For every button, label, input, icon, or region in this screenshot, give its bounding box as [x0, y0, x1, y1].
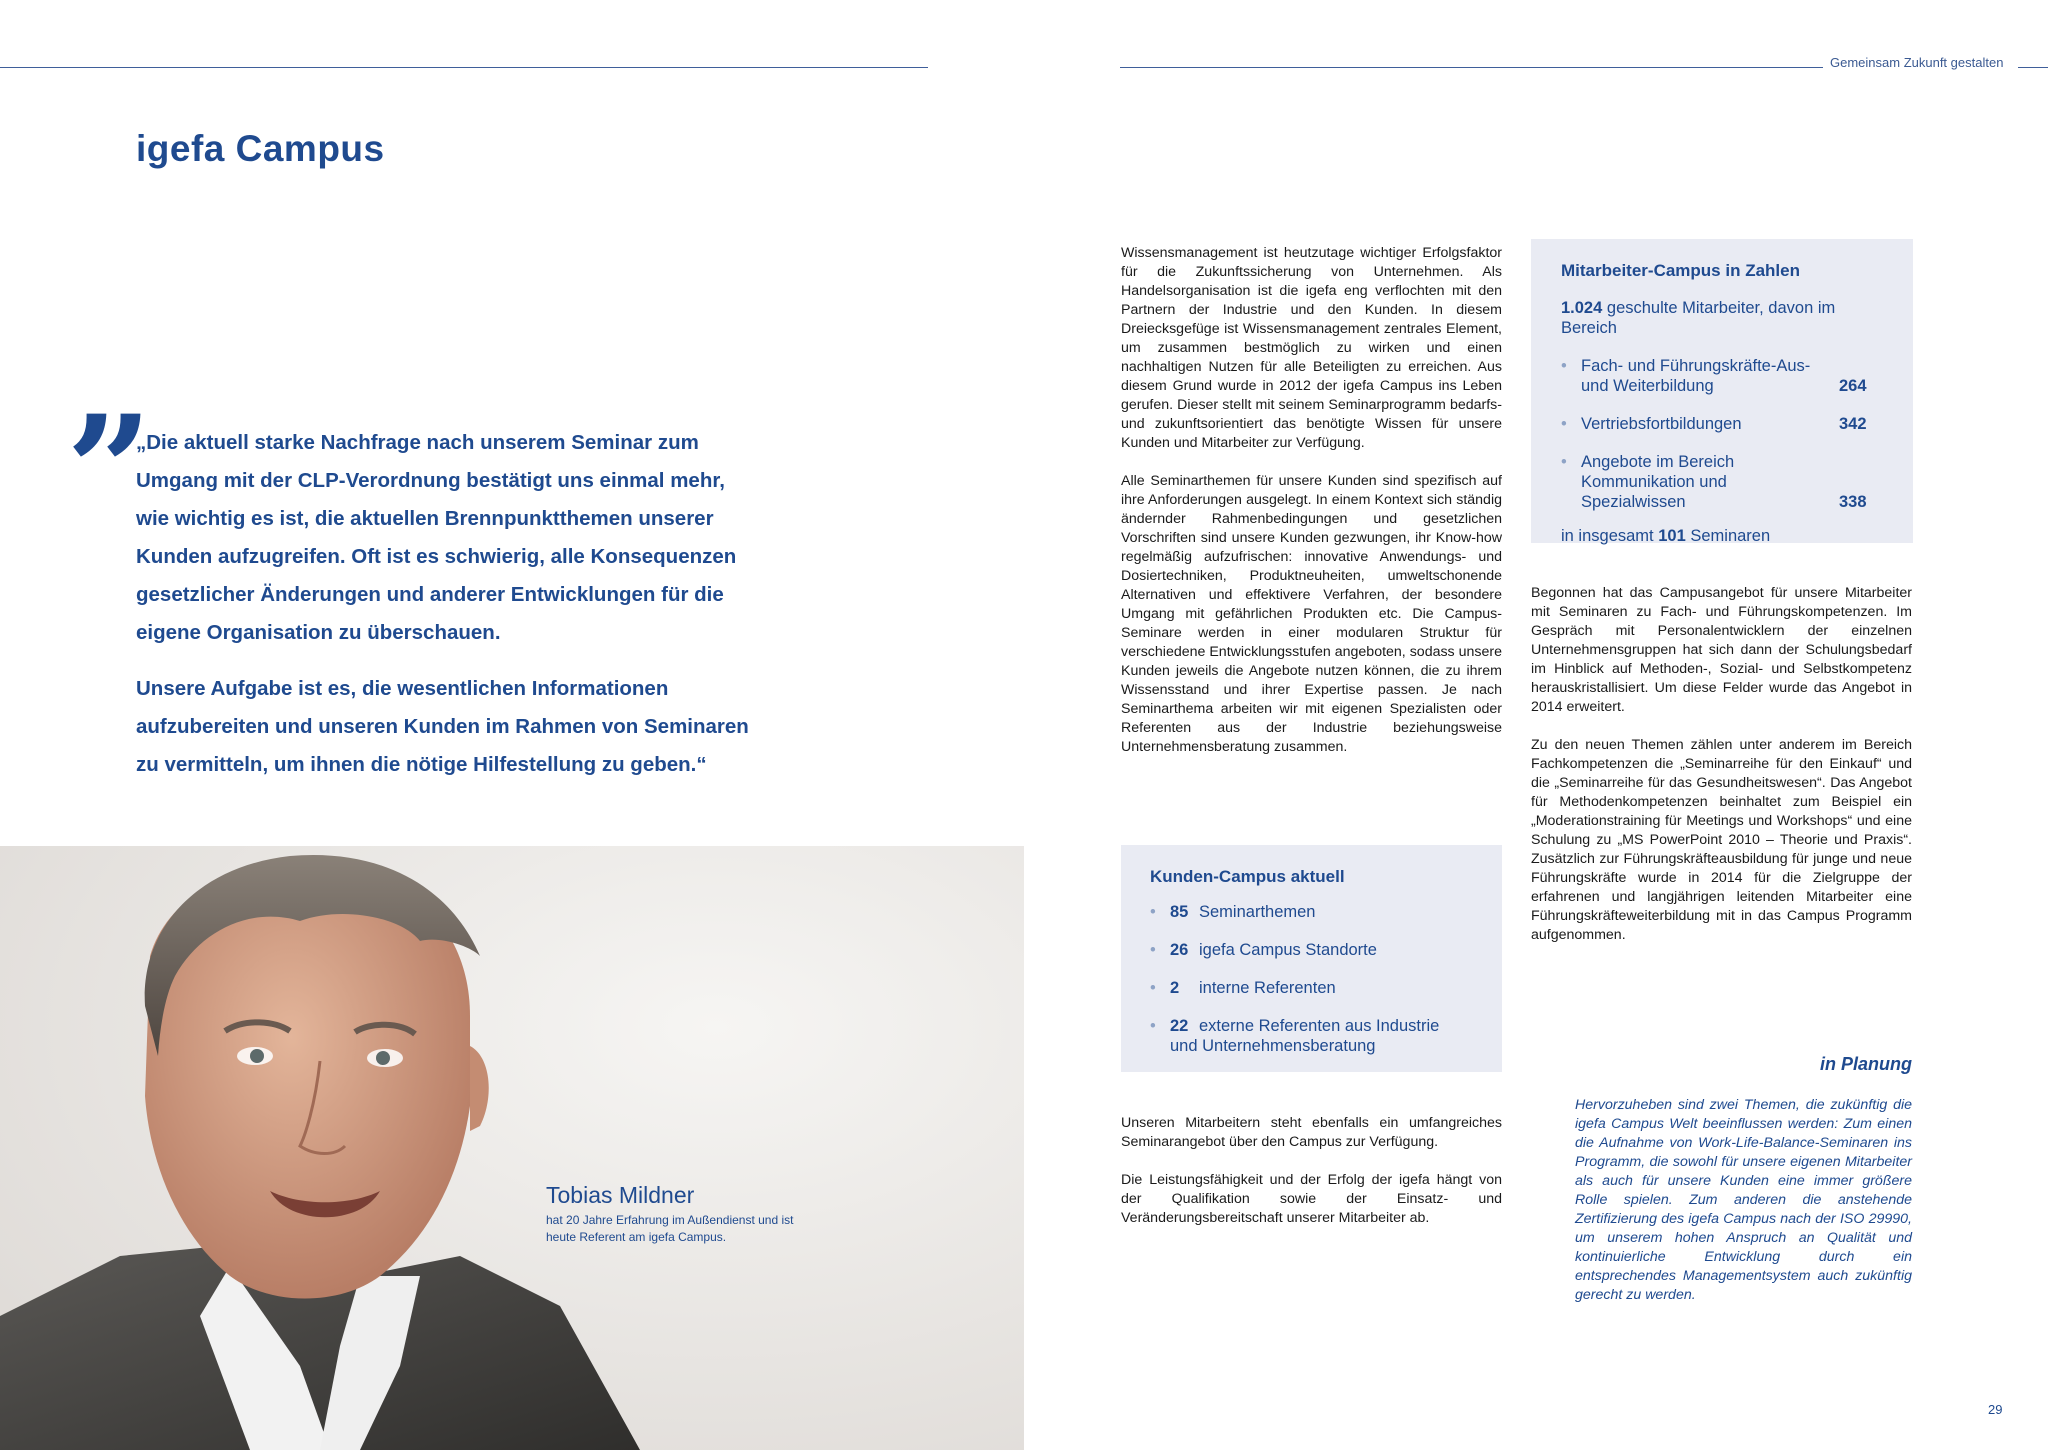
- pull-quote: [136, 424, 756, 784]
- mitarbeiter-list: [1561, 356, 1883, 512]
- header-rule-left: [0, 67, 928, 68]
- list-item: • Fach- und Führungskräfte-Aus- und Weiterbildung 264: [1561, 356, 1883, 396]
- page-title: igefa Campus: [136, 128, 385, 169]
- quote-paragraph-2: Unsere Aufgabe ist es, die wesentlichen Informationen aufzubereiten und unseren Kunden im Rahmen von Seminaren zu vermitteln, um ihnen die nötige Hilfestellung zu geben.“: [136, 677, 749, 776]
- header-rule-right-end: [2018, 67, 2048, 68]
- list-item: • Vertriebsfortbildungen 342: [1561, 414, 1883, 434]
- body-column-1-bottom: [1121, 1114, 1502, 1228]
- page-number: 29: [1988, 1402, 2003, 1417]
- list-item: • 22 externe Referenten aus Industrie und Unternehmensberatung: [1150, 1016, 1473, 1056]
- body-column-1: [1121, 244, 1502, 757]
- mitarbeiter-foot: in insgesamt 101 Seminaren: [1561, 527, 1771, 545]
- list-item: • 26 igefa Campus Standorte: [1150, 940, 1473, 960]
- portrait-photo: [0, 846, 1024, 1450]
- body-paragraph: Zu den neuen Themen zählen unter anderem im Bereich Fachkompetenzen die „Seminarreihe für den Einkauf“ und die „Seminarreihe für das Gesundheitswesen“. Das Angebot für Methodenkompetenzen beinhaltet zum Beispiel ein „Moderationstraining für Meetings und Workshops“ und eine Schulung zu „MS PowerPoint 2010 – Theorie und Praxis“. Zusätzlich zur Führungskräfteausbildung für junge und neue Führungskräfte wurde in 2014 für die Zielgruppe der erfahrenen und langjährigen leitenden Mitarbeiter eine Führungskräfteweiterbildung mit in das Campus Programm aufgenommen.: [1531, 737, 1912, 943]
- caption-name: Tobias Mildner: [546, 1182, 695, 1208]
- running-head: Gemeinsam Zukunft gestalten: [1830, 55, 2004, 70]
- list-item: • Angebote im Bereich Kommunikation und Spezialwissen 338: [1561, 452, 1883, 512]
- body-paragraph: Unseren Mitarbeitern steht ebenfalls ein umfangreiches Seminarangebot über den Campus zur Verfügung.: [1121, 1115, 1502, 1150]
- body-paragraph: Begonnen hat das Campusangebot für unsere Mitarbeiter mit Seminaren zu Fach- und Führungskompetenzen. Im Gespräch mit Personalentwicklern der einzelnen Unternehmensgruppen hat sich dann der Schulungsbedarf im Hinblick auf Methoden-, Sozial- und Selbstkompetenz herauskristallisiert. Um diese Felder wurde das Angebot in 2014 erweitert.: [1531, 585, 1912, 715]
- body-paragraph: Wissensmanagement ist heutzutage wichtiger Erfolgsfaktor für die Zukunftssicherung von Unternehmen. Als Handelsorganisation ist die igefa eng verflochten mit den Partnern der Industrie und den Kunden. In diesem Dreiecksgefüge ist Wissensmanagement zentrales Element, um zusammen bestmöglich zu wirken und einen nachhaltigen Nutzen für alle Beteiligten zu erreichen. Aus diesem Grund wurde in 2012 der igefa Campus ins Leben gerufen. Dieser stellt mit seinem Seminarprogramm bedarfs- und zukunftsorientiert das benötigte Wissen für unsere Kunden und Mitarbeiter zur Verfügung.: [1121, 245, 1502, 451]
- quote-paragraph-1: „Die aktuell starke Nachfrage nach unserem Seminar zum Umgang mit der CLP-Verordnung bestätigt uns einmal mehr, wie wichtig es ist, die aktuellen Brennpunktthemen unserer Kunden aufzugreifen. Oft ist es schwierig, alle Konsequenzen gesetzlicher Änderungen und anderer Entwicklungen für die eigene Organisation zu überschauen.: [136, 431, 737, 644]
- kunden-campus-title: Kunden-Campus aktuell: [1150, 867, 1345, 886]
- body-column-2: [1531, 584, 1912, 945]
- planung-text: Hervorzuheben sind zwei Themen, die zukünftig die igefa Campus Welt beeinflussen werden: Zum einen die Aufnahme von Work-Life-Balance-Seminaren ins Programm, die sowohl für unsere eigenen Mitarbeiter als auch für unsere Kunden eine immer größere Rolle spielen. Zum anderen die anstehende Zertifizierung des igefa Campus nach der ISO 29990, um unserem hohen Anspruch an Qualität und kontinuierliche Entwicklung durch ein entsprechendes Managementsystem auch zukünftig gerecht zu werden.: [1575, 1097, 1912, 1303]
- body-paragraph: Die Leistungsfähigkeit und der Erfolg der igefa hängt von der Qualifikation sowie der Einsatz- und Veränderungsbereitschaft unserer Mitarbeiter ab.: [1121, 1172, 1502, 1226]
- list-item: • 2 interne Referenten: [1150, 978, 1473, 998]
- planung-title: in Planung: [1820, 1054, 1912, 1074]
- header-rule-right: [1120, 67, 1823, 68]
- quote-mark-icon: ”: [66, 383, 153, 559]
- mitarbeiter-campus-box: [1531, 239, 1913, 543]
- caption-text: hat 20 Jahre Erfahrung im Außendienst und ist heute Referent am igefa Campus.: [546, 1213, 794, 1244]
- list-item: • 85 Seminarthemen: [1150, 902, 1473, 922]
- body-paragraph: Alle Seminarthemen für unsere Kunden sind spezifisch auf ihre Anforderungen ausgelegt. In einem Kontext sich ständig ändernder Rahmenbedingungen und gesetzlichen Vorschriften sind unsere Kunden gezwungen, ihr Know-how regelmäßig aufzufrischen: innovative Anwendungs- und Dosiertechniken, Produktneuheiten, umweltschonende Alternativen und effektivere Verfahren, der besondere Umgang mit gefährlichen Produkten etc. Die Campus-Seminare werden in einer modularen Struktur für verschiedene Entwicklungsstufen angeboten, sodass unsere Kunden jeweils die Angebote nutzen können, die zu ihrem Wissensstand und ihrer Expertise passen. Je nach Seminarthema arbeiten wir mit eigenen Spezialisten oder Referenten aus der Industrie beziehungsweise Unternehmensberatung zusammen.: [1121, 473, 1502, 755]
- mitarbeiter-campus-title: Mitarbeiter-Campus in Zahlen: [1561, 261, 1800, 280]
- kunden-campus-list: [1150, 902, 1473, 1056]
- portrait-illustration: [0, 846, 1024, 1450]
- kunden-campus-box: [1121, 845, 1502, 1072]
- mitarbeiter-lead: 1.024 geschulte Mitarbeiter, davon im Bereich: [1561, 299, 1836, 337]
